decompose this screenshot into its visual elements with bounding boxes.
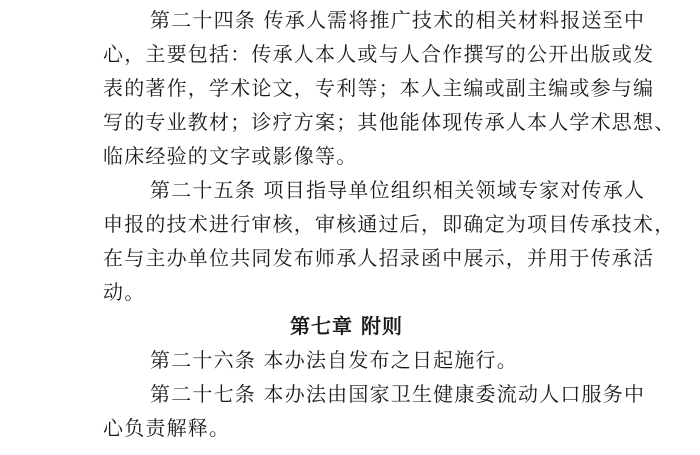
article-26-line: 第二十六条 本办法自发布之日起施行。 (150, 348, 518, 372)
article-27-line-2: 心负责解释。 (103, 416, 231, 440)
article-25-line-1: 第二十五条 项目指导单位组织相关领域专家对传承人 (150, 178, 646, 202)
article-24-line-4: 写的专业教材；诊疗方案；其他能体现传承人本人学术思想、 (103, 110, 676, 134)
chapter-heading: 第七章 附则 (290, 314, 403, 338)
article-25-line-4: 动。 (103, 280, 146, 304)
article-24-line-1: 第二十四条 传承人需将推广技术的相关材料报送至中 (150, 8, 646, 32)
article-24-line-5: 临床经验的文字或影像等。 (103, 144, 358, 168)
article-27-line-1: 第二十七条 本办法由国家卫生健康委流动人口服务中 (150, 382, 646, 406)
article-25-line-3: 在与主办单位共同发布师承人招录函中展示，并用于传承活 (103, 246, 655, 270)
article-24-line-3: 表的著作，学术论文，专利等；本人主编或副主编或参与编 (103, 76, 655, 100)
article-25-line-2: 申报的技术进行审核，审核通过后，即确定为项目传承技术， (103, 212, 676, 236)
article-24-line-2: 心，主要包括：传承人本人或与人合作撰写的公开出版或发 (103, 42, 655, 66)
